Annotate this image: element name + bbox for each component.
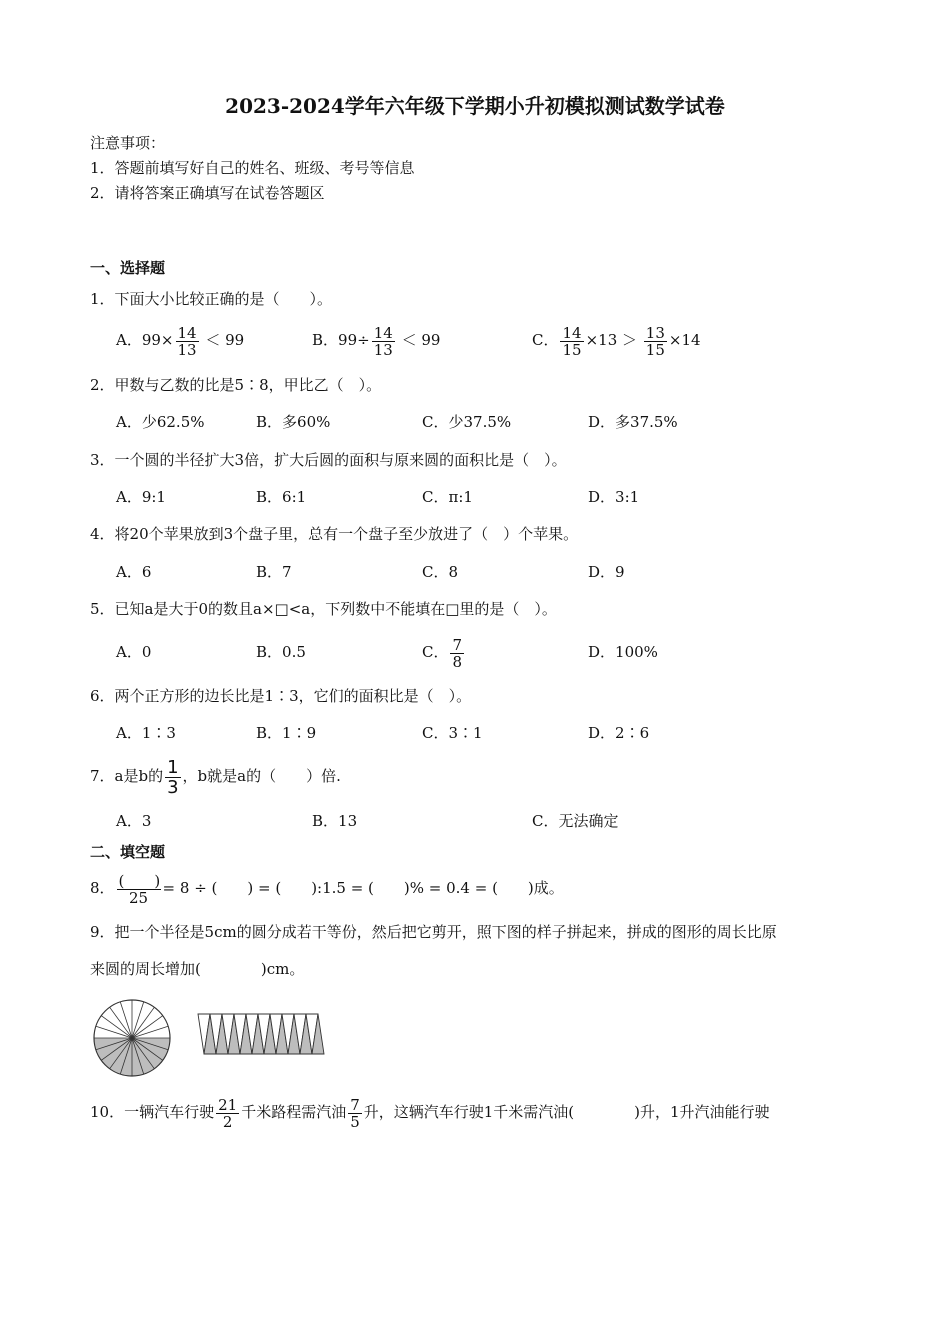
option-label: B．99÷ (312, 331, 370, 349)
question-4-option-d[interactable]: D．9 (588, 563, 625, 581)
question-3-stem: 3．一个圆的半径扩大3倍，扩大后圆的面积与原来圆的面积比是（ ）。 (90, 451, 567, 469)
question-7-option-a[interactable]: A．3 (116, 812, 152, 830)
expression: = 8 ÷ ( ) = ( ):1.5 = ( )% = 0.4 = ( )成。 (162, 879, 564, 897)
question-6-option-b[interactable]: B．1∶9 (256, 724, 317, 742)
denominator: 25 (129, 888, 149, 907)
question-4-option-b[interactable]: B．7 (256, 563, 292, 581)
numerator: 14 (177, 323, 197, 342)
option-label: C． (422, 643, 449, 661)
fraction (450, 637, 464, 670)
question-3-option-c[interactable]: C．π:1 (422, 488, 473, 506)
answer-blank-numerator[interactable]: ( ) (118, 871, 161, 890)
fraction (644, 325, 667, 358)
option-rest: ×14 (668, 331, 701, 349)
question-4-option-c[interactable]: C．8 (422, 563, 459, 581)
question-6-option-d[interactable]: D．2∶6 (588, 724, 650, 742)
question-2-stem: 2．甲数与乙数的比是5∶8，甲比乙（ ）。 (90, 376, 382, 394)
question-6-stem: 6．两个正方形的边长比是1∶3，它们的面积比是（ ）。 (90, 687, 472, 705)
stem-pre: 10．一辆汽车行驶 (90, 1103, 215, 1121)
fraction (348, 1097, 362, 1130)
fraction (165, 758, 180, 797)
question-1-option-b[interactable] (312, 320, 440, 360)
stem-mid: 千米路程需汽油 (241, 1103, 347, 1121)
option-rest: ＜ 99 (205, 331, 245, 349)
question-7-stem (90, 756, 341, 797)
question-5-option-d[interactable]: D．100% (588, 643, 658, 661)
question-1-option-c[interactable] (532, 320, 701, 360)
question-10 (90, 1092, 770, 1132)
notice-item-1: 1．答题前填写好自己的姓名、班级、考号等信息 (90, 159, 415, 177)
question-9-line-2: 来圆的周长增加( )cm。 (90, 960, 305, 978)
denominator: 15 (645, 340, 665, 359)
fraction (176, 325, 199, 358)
question-5-option-c[interactable] (422, 632, 466, 672)
numerator: 21 (218, 1095, 238, 1114)
question-9-line-1: 9．把一个半径是5cm的圆分成若干等份，然后把它剪开，照下图的样子拼起来，拼成的图形的周长比原 (90, 923, 777, 941)
numerator: 1 (167, 756, 179, 778)
denominator: 3 (167, 776, 179, 798)
numerator: 14 (373, 323, 393, 342)
numerator: 13 (645, 323, 665, 342)
question-4-option-a[interactable]: A．6 (116, 563, 152, 581)
question-5-stem: 5．已知a是大于0的数且a×□<a，下列数中不能填在□里的是（ ）。 (90, 600, 557, 618)
rearranged-sectors-figure (196, 1012, 328, 1056)
notice-heading: 注意事项： (90, 134, 166, 152)
question-8 (90, 866, 564, 910)
numerator: 7 (452, 635, 463, 654)
option-label: C． (532, 331, 559, 349)
question-1-stem: 1．下面大小比较正确的是（ ）。 (90, 290, 333, 308)
question-7-option-c[interactable]: C．无法确定 (532, 812, 619, 830)
denominator: 8 (452, 652, 463, 671)
page-title: 2023-2024学年六年级下学期小升初模拟测试数学试卷 (225, 94, 725, 118)
notice-item-2: 2．请将答案正确填写在试卷答题区 (90, 184, 325, 202)
question-5-option-b[interactable]: B．0.5 (256, 643, 306, 661)
question-3-option-d[interactable]: D．3:1 (588, 488, 640, 506)
stem-post: 升，这辆汽车行驶1千米需汽油( )升，1升汽油能行驶 (363, 1103, 770, 1121)
denominator: 15 (562, 340, 582, 359)
denominator: 13 (373, 340, 393, 359)
stem-post: ，b就是a的（ ）倍. (182, 767, 341, 785)
option-rest: ＜ 99 (401, 331, 441, 349)
question-6-option-a[interactable]: A．1∶3 (116, 724, 176, 742)
question-1-option-a[interactable] (116, 320, 244, 360)
fraction (117, 873, 161, 906)
question-5-option-a[interactable]: A．0 (116, 643, 152, 661)
question-2-option-a[interactable]: A．少62.5% (116, 413, 205, 431)
question-2-option-c[interactable]: C．少37.5% (422, 413, 512, 431)
section-fill-heading: 二、填空题 (90, 843, 166, 861)
question-label: 8． (90, 879, 115, 897)
denominator: 13 (177, 340, 197, 359)
question-3-option-b[interactable]: B．6:1 (256, 488, 307, 506)
fraction (560, 325, 583, 358)
numerator: 14 (562, 323, 582, 342)
option-label: A．99× (116, 331, 174, 349)
question-2-option-b[interactable]: B．多60% (256, 413, 331, 431)
denominator: 5 (350, 1112, 360, 1131)
option-mid: ×13 ＞ (585, 331, 638, 349)
denominator: 2 (222, 1112, 233, 1131)
question-3-option-a[interactable]: A．9:1 (116, 488, 166, 506)
stem-pre: 7．a是b的 (90, 767, 164, 785)
question-6-option-c[interactable]: C．3∶1 (422, 724, 483, 742)
fraction (372, 325, 395, 358)
question-4-stem: 4．将20个苹果放到3个盘子里，总有一个盘子至少放进了（ ）个苹果。 (90, 525, 579, 543)
section-choice-heading: 一、选择题 (90, 259, 166, 277)
circle-sectors-figure (92, 998, 172, 1078)
fraction (216, 1097, 239, 1130)
question-2-option-d[interactable]: D．多37.5% (588, 413, 678, 431)
question-7-option-b[interactable]: B．13 (312, 812, 358, 830)
numerator: 7 (350, 1095, 360, 1114)
